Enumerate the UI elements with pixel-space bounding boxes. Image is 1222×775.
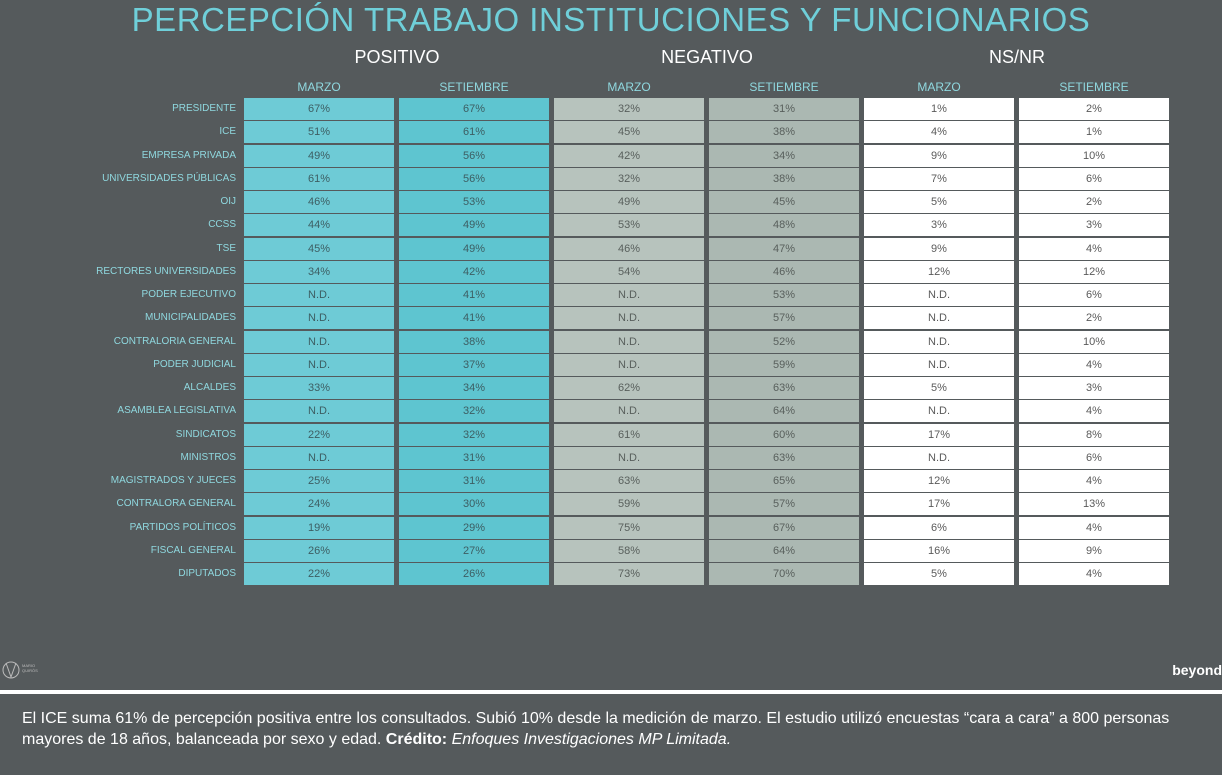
- table-cell-positivo-setiembre: 49%: [399, 214, 549, 236]
- table-cell-negativo-setiembre: 57%: [709, 307, 859, 329]
- table-cell-positivo-marzo: 26%: [244, 540, 394, 562]
- table-cell-nsnr-setiembre: 3%: [1019, 214, 1169, 236]
- logo-left-text: MARIO QUIRÓS: [22, 663, 38, 673]
- table-cell-negativo-setiembre: 34%: [709, 145, 859, 167]
- table-cell-positivo-marzo: 51%: [244, 121, 394, 143]
- table-cell-negativo-setiembre: 57%: [709, 493, 859, 515]
- table-cell-negativo-setiembre: 64%: [709, 400, 859, 422]
- group-header-positivo: POSITIVO: [354, 47, 440, 67]
- table-cell-positivo-setiembre: 41%: [399, 307, 549, 329]
- table-cell-negativo-marzo: N.D.: [554, 354, 704, 376]
- table-cell-nsnr-marzo: 17%: [864, 493, 1014, 515]
- table-cell-negativo-marzo: N.D.: [554, 284, 704, 306]
- table-cell-positivo-marzo: N.D.: [244, 331, 394, 353]
- table-cell-negativo-marzo: 73%: [554, 563, 704, 585]
- row-label: RECTORES UNIVERSIDADES: [96, 266, 236, 277]
- table-cell-positivo-setiembre: 56%: [399, 168, 549, 190]
- group-header-nsnr: NS/NR: [988, 47, 1045, 67]
- column-header-positivo-setiembre: SETIEMBRE: [439, 80, 509, 94]
- table-cell-negativo-setiembre: 52%: [709, 331, 859, 353]
- table-cell-positivo-setiembre: 53%: [399, 191, 549, 213]
- table-cell-negativo-marzo: 63%: [554, 470, 704, 492]
- table-cell-positivo-marzo: 25%: [244, 470, 394, 492]
- table-cell-positivo-marzo: 34%: [244, 261, 394, 283]
- table-cell-negativo-marzo: 46%: [554, 238, 704, 260]
- table-cell-negativo-marzo: N.D.: [554, 307, 704, 329]
- table-cell-positivo-marzo: 19%: [244, 517, 394, 539]
- table-cell-nsnr-marzo: N.D.: [864, 284, 1014, 306]
- table-cell-negativo-setiembre: 38%: [709, 121, 859, 143]
- table-cell-positivo-marzo: 22%: [244, 424, 394, 446]
- table-cell-negativo-setiembre: 48%: [709, 214, 859, 236]
- logo-right: [1172, 662, 1222, 678]
- credit-value: Enfoques Investigaciones MP Limitada.: [451, 731, 732, 748]
- table-cell-negativo-marzo: 75%: [554, 517, 704, 539]
- table-cell-positivo-marzo: 33%: [244, 377, 394, 399]
- table-cell-nsnr-marzo: 7%: [864, 168, 1014, 190]
- row-label: UNIVERSIDADES PÚBLICAS: [102, 173, 236, 184]
- row-label: ASAMBLEA LEGISLATIVA: [117, 405, 236, 416]
- table-cell-positivo-marzo: 44%: [244, 214, 394, 236]
- caption-body: El ICE suma 61% de percepción positiva entre los consultados. Subió 10% desde la medición de marzo. El estudio utilizó encuestas “cara a cara” a 800 personas mayores de 18 años, balanceada por sexo y edad.: [22, 710, 1170, 748]
- table-cell-nsnr-marzo: 16%: [864, 540, 1014, 562]
- table-cell-negativo-setiembre: 46%: [709, 261, 859, 283]
- table-cell-negativo-marzo: 58%: [554, 540, 704, 562]
- table-cell-nsnr-setiembre: 9%: [1019, 540, 1169, 562]
- table-cell-positivo-setiembre: 27%: [399, 540, 549, 562]
- table-cell-positivo-marzo: 61%: [244, 168, 394, 190]
- table-cell-nsnr-marzo: N.D.: [864, 354, 1014, 376]
- row-label: MAGISTRADOS Y JUECES: [110, 475, 236, 486]
- table-cell-nsnr-setiembre: 6%: [1019, 284, 1169, 306]
- row-label: PODER EJECUTIVO: [141, 289, 236, 300]
- table-cell-negativo-setiembre: 60%: [709, 424, 859, 446]
- table-cell-positivo-marzo: 49%: [244, 145, 394, 167]
- column-header-negativo-setiembre: SETIEMBRE: [749, 80, 819, 94]
- table-cell-nsnr-setiembre: 4%: [1019, 400, 1169, 422]
- table-cell-positivo-marzo: 24%: [244, 493, 394, 515]
- table-cell-positivo-setiembre: 32%: [399, 400, 549, 422]
- table-cell-positivo-marzo: N.D.: [244, 284, 394, 306]
- table-cell-negativo-setiembre: 63%: [709, 377, 859, 399]
- table-cell-nsnr-marzo: 6%: [864, 517, 1014, 539]
- table-cell-negativo-marzo: N.D.: [554, 400, 704, 422]
- row-label: DIPUTADOS: [178, 568, 236, 579]
- table-cell-negativo-setiembre: 67%: [709, 517, 859, 539]
- table-cell-nsnr-setiembre: 4%: [1019, 470, 1169, 492]
- table-cell-nsnr-setiembre: 4%: [1019, 238, 1169, 260]
- row-label: OIJ: [220, 196, 236, 207]
- table-cell-nsnr-marzo: 1%: [864, 98, 1014, 120]
- table-cell-negativo-marzo: 54%: [554, 261, 704, 283]
- table-cell-positivo-setiembre: 31%: [399, 447, 549, 469]
- table-cell-positivo-setiembre: 26%: [399, 563, 549, 585]
- table-cell-positivo-setiembre: 37%: [399, 354, 549, 376]
- table-cell-positivo-setiembre: 34%: [399, 377, 549, 399]
- table-cell-nsnr-marzo: N.D.: [864, 447, 1014, 469]
- table-cell-positivo-setiembre: 32%: [399, 424, 549, 446]
- table-cell-negativo-marzo: 32%: [554, 168, 704, 190]
- table-cell-negativo-marzo: 45%: [554, 121, 704, 143]
- table-cell-nsnr-marzo: N.D.: [864, 331, 1014, 353]
- table-cell-negativo-marzo: 49%: [554, 191, 704, 213]
- row-label: TSE: [216, 243, 236, 254]
- table-cell-nsnr-marzo: 12%: [864, 470, 1014, 492]
- table-cell-negativo-marzo: 59%: [554, 493, 704, 515]
- table-cell-negativo-setiembre: 63%: [709, 447, 859, 469]
- page-title: PERCEPCIÓN TRABAJO INSTITUCIONES Y FUNCIONARIOS: [131, 1, 1091, 38]
- table-cell-nsnr-setiembre: 4%: [1019, 354, 1169, 376]
- table-cell-positivo-setiembre: 61%: [399, 121, 549, 143]
- column-header-negativo-marzo: MARZO: [607, 80, 651, 94]
- table-cell-nsnr-setiembre: 2%: [1019, 98, 1169, 120]
- row-label: ALCALDES: [183, 382, 236, 393]
- credit-label: Crédito:: [385, 731, 448, 748]
- table-cell-nsnr-marzo: 5%: [864, 191, 1014, 213]
- table-cell-negativo-setiembre: 47%: [709, 238, 859, 260]
- table-cell-nsnr-setiembre: 4%: [1019, 517, 1169, 539]
- table-cell-nsnr-marzo: 3%: [864, 214, 1014, 236]
- table-cell-negativo-setiembre: 53%: [709, 284, 859, 306]
- table-cell-nsnr-marzo: 17%: [864, 424, 1014, 446]
- row-label: CCSS: [208, 219, 236, 230]
- table-cell-nsnr-marzo: 5%: [864, 377, 1014, 399]
- table-cell-negativo-setiembre: 38%: [709, 168, 859, 190]
- table-cell-negativo-marzo: 53%: [554, 214, 704, 236]
- table-cell-positivo-setiembre: 31%: [399, 470, 549, 492]
- row-label: PRESIDENTE: [172, 103, 236, 114]
- table-cell-positivo-setiembre: 42%: [399, 261, 549, 283]
- group-header-negativo: NEGATIVO: [661, 47, 753, 67]
- table-cell-positivo-setiembre: 41%: [399, 284, 549, 306]
- caption: [0, 694, 1222, 775]
- table-cell-positivo-marzo: 22%: [244, 563, 394, 585]
- table-cell-nsnr-setiembre: 2%: [1019, 191, 1169, 213]
- table-cell-negativo-setiembre: 70%: [709, 563, 859, 585]
- table-cell-nsnr-setiembre: 6%: [1019, 168, 1169, 190]
- table-cell-negativo-marzo: N.D.: [554, 447, 704, 469]
- table-cell-negativo-marzo: N.D.: [554, 331, 704, 353]
- table-cell-nsnr-marzo: 4%: [864, 121, 1014, 143]
- table-cell-negativo-marzo: 32%: [554, 98, 704, 120]
- table-cell-positivo-marzo: N.D.: [244, 447, 394, 469]
- table-cell-nsnr-setiembre: 2%: [1019, 307, 1169, 329]
- table-cell-negativo-marzo: 61%: [554, 424, 704, 446]
- table-cell-negativo-marzo: 42%: [554, 145, 704, 167]
- table-cell-negativo-setiembre: 65%: [709, 470, 859, 492]
- table-cell-nsnr-setiembre: 12%: [1019, 261, 1169, 283]
- table-cell-positivo-setiembre: 38%: [399, 331, 549, 353]
- table-cell-positivo-marzo: 46%: [244, 191, 394, 213]
- table-cell-nsnr-marzo: 5%: [864, 563, 1014, 585]
- row-label: ICE: [219, 126, 236, 137]
- row-label: MUNICIPALIDADES: [145, 312, 236, 323]
- row-label: EMPRESA PRIVADA: [141, 150, 236, 161]
- table-cell-nsnr-marzo: 12%: [864, 261, 1014, 283]
- table-cell-positivo-setiembre: 67%: [399, 98, 549, 120]
- table-cell-nsnr-marzo: 9%: [864, 238, 1014, 260]
- table-cell-positivo-setiembre: 49%: [399, 238, 549, 260]
- table-cell-negativo-setiembre: 31%: [709, 98, 859, 120]
- table-cell-positivo-marzo: N.D.: [244, 307, 394, 329]
- column-header-nsnr-setiembre: SETIEMBRE: [1059, 80, 1129, 94]
- table-cell-nsnr-setiembre: 4%: [1019, 563, 1169, 585]
- table-cell-positivo-setiembre: 29%: [399, 517, 549, 539]
- table-cell-nsnr-marzo: 9%: [864, 145, 1014, 167]
- table-cell-nsnr-setiembre: 8%: [1019, 424, 1169, 446]
- table-cell-positivo-marzo: 67%: [244, 98, 394, 120]
- table-cell-nsnr-setiembre: 10%: [1019, 145, 1169, 167]
- row-label: CONTRALORIA GENERAL: [113, 336, 236, 347]
- table-cell-positivo-setiembre: 56%: [399, 145, 549, 167]
- caption-text: [22, 708, 1212, 750]
- logo-left: [2, 657, 62, 687]
- row-label: PODER JUDICIAL: [153, 359, 236, 370]
- row-label: CONTRALORA GENERAL: [116, 498, 236, 509]
- table-cell-negativo-setiembre: 64%: [709, 540, 859, 562]
- row-label: SINDICATOS: [175, 429, 236, 440]
- table-cell-positivo-marzo: N.D.: [244, 400, 394, 422]
- table-cell-nsnr-setiembre: 6%: [1019, 447, 1169, 469]
- row-label: FISCAL GENERAL: [150, 545, 236, 556]
- column-header-positivo-marzo: MARZO: [297, 80, 341, 94]
- table-cell-nsnr-setiembre: 13%: [1019, 493, 1169, 515]
- table-cell-nsnr-marzo: N.D.: [864, 307, 1014, 329]
- table-cell-positivo-marzo: N.D.: [244, 354, 394, 376]
- table-cell-nsnr-marzo: N.D.: [864, 400, 1014, 422]
- table-cell-negativo-setiembre: 59%: [709, 354, 859, 376]
- table-cell-positivo-marzo: 45%: [244, 238, 394, 260]
- table-cell-nsnr-setiembre: 3%: [1019, 377, 1169, 399]
- row-label: PARTIDOS POLÍTICOS: [129, 522, 236, 533]
- row-label: MINISTROS: [180, 452, 236, 463]
- table-cell-negativo-marzo: 62%: [554, 377, 704, 399]
- logo-right-text: beyond: [1172, 662, 1222, 678]
- table-cell-negativo-setiembre: 45%: [709, 191, 859, 213]
- table-cell-nsnr-setiembre: 1%: [1019, 121, 1169, 143]
- table-cell-positivo-setiembre: 30%: [399, 493, 549, 515]
- table-cell-nsnr-setiembre: 10%: [1019, 331, 1169, 353]
- column-header-nsnr-marzo: MARZO: [917, 80, 961, 94]
